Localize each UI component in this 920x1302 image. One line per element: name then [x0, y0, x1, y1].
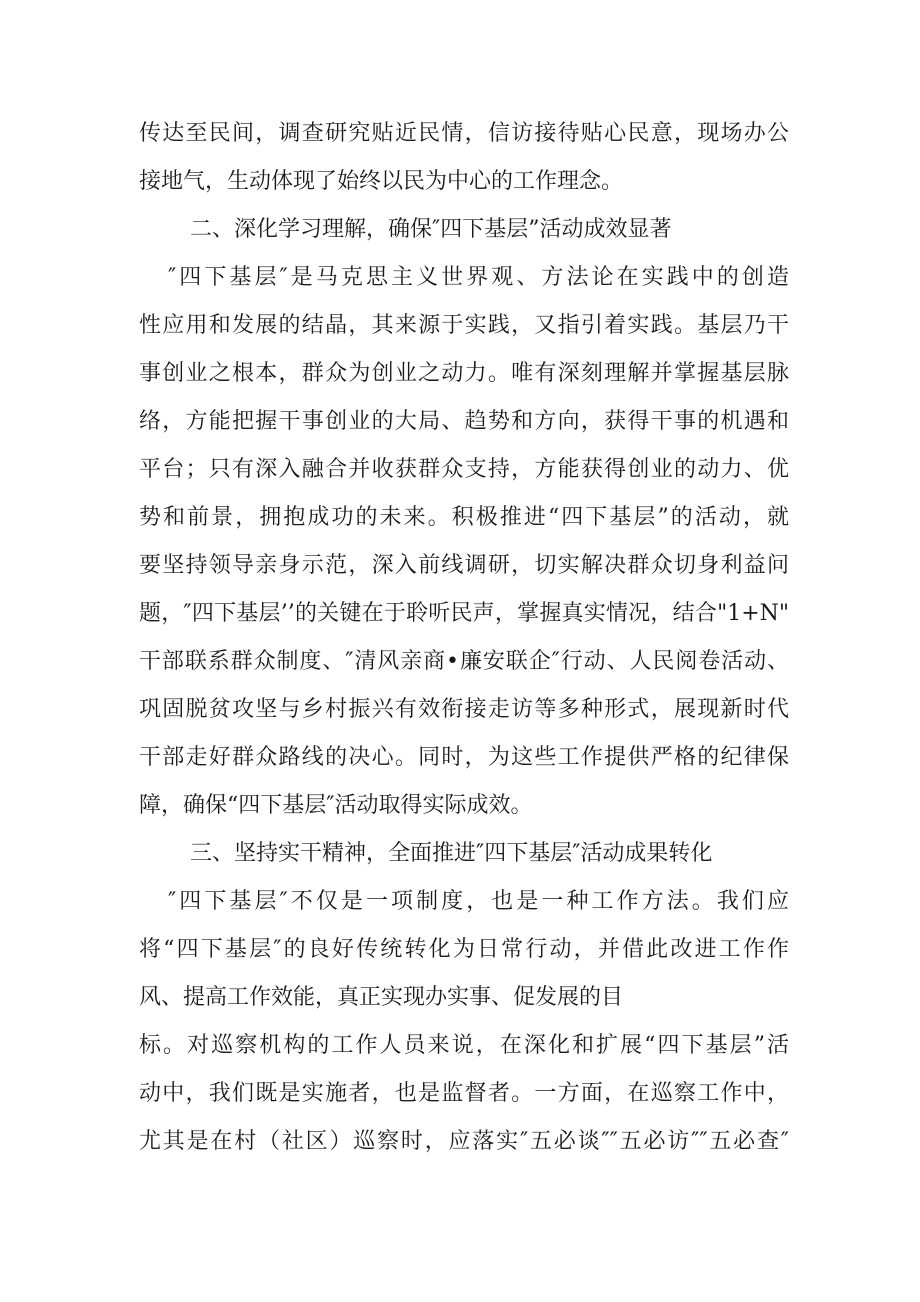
paragraph-line: 干部联系群众制度、″清风亲商•廉安联企″行动、人民阅卷活动、	[139, 649, 789, 674]
paragraph-line: 接地气，生动体现了始终以民为中心的工作理念。	[139, 169, 624, 194]
paragraph-line: 传达至民间，调查研究贴近民情，信访接待贴心民意，现场办公	[139, 121, 789, 146]
paragraph-line: ″四下基层″不仅是一项制度，也是一种工作方法。我们应	[168, 889, 789, 914]
paragraph-line: 巩固脱贫攻坚与乡村振兴有效衔接走访等多种形式，展现新时代	[139, 697, 789, 722]
paragraph-line: 要坚持领导亲身示范，深入前线调研，切实解决群众切身利益问	[139, 553, 789, 578]
paragraph-line: ″四下基层″是马克思主义世界观、方法论在实践中的创造	[168, 265, 789, 290]
paragraph-line: 标。对巡察机构的工作人员来说，在深化和扩展“四下基层”活	[139, 1033, 789, 1058]
section-heading: 三、坚持实干精神，全面推进″四下基层″活动成果转化	[190, 841, 713, 866]
paragraph-line: 题，″四下基层’’的关键在于聆听民声，掌握真实情况，结合"1+N"	[139, 601, 789, 626]
paragraph-line: 络，方能把握干事创业的大局、趋势和方向，获得干事的机遇和	[139, 409, 789, 434]
paragraph-line: 障，确保“四下基层″活动取得实际成效。	[139, 793, 533, 818]
paragraph-line: 势和前景，拥抱成功的未来。积极推进“四下基层”的活动，就	[139, 505, 789, 530]
paragraph-line: 动中，我们既是实施者，也是监督者。一方面，在巡察工作中，	[139, 1081, 789, 1106]
paragraph-line: 事创业之根本，群众为创业之动力。唯有深刻理解并掌握基层脉	[139, 361, 789, 386]
paragraph-line: 性应用和发展的结晶，其来源于实践，又指引着实践。基层乃干	[139, 313, 789, 338]
paragraph-line: 干部走好群众路线的决心。同时，为这些工作提供严格的纪律保	[139, 745, 789, 770]
paragraph-line: 风、提高工作效能，真正实现办实事、促发展的目	[139, 985, 624, 1010]
paragraph-line: 平台；只有深入融合并收获群众支持，方能获得创业的动力、优	[139, 457, 789, 482]
paragraph-line: 尤其是在村（社区）巡察时，应落实″五必谈″″五必访″″五必查″	[139, 1129, 789, 1154]
paragraph-line: 将“四下基层″的良好传统转化为日常行动，并借此改进工作作	[139, 937, 789, 962]
section-heading: 二、深化学习理解，确保″四下基层”活动成效显著	[190, 217, 672, 242]
